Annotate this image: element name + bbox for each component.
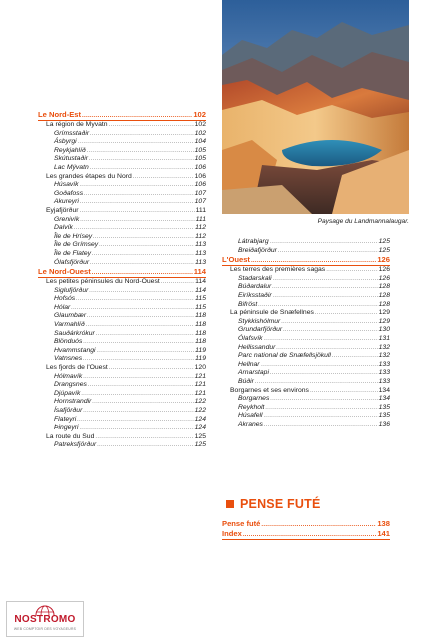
dot-leader — [81, 390, 193, 399]
logo-tagline: WEB COMPTOIR DES VOYAGEURS — [13, 627, 77, 631]
dot-leader — [92, 250, 194, 259]
toc-entry-page: 133 — [378, 377, 390, 385]
toc-entry-label: Le Nord-Est — [38, 110, 82, 119]
toc-entry-label: Île de Grímsey — [54, 241, 99, 249]
toc-entry — [38, 433, 206, 442]
toc-entry — [38, 287, 206, 296]
toc-entry — [38, 155, 206, 164]
toc-entry — [38, 407, 206, 416]
dot-leader — [80, 216, 194, 225]
dot-leader — [87, 312, 194, 321]
toc-entry-label: Drangsnes — [54, 381, 87, 389]
dot-leader — [90, 164, 194, 173]
toc-entry — [38, 181, 206, 190]
toc-entry-label: Akranes — [238, 420, 263, 428]
toc-entry — [38, 241, 206, 250]
toc-entry-label: Reykjahlíð — [54, 146, 86, 154]
toc-entry-page: 106 — [194, 181, 206, 189]
landmannalaugar-image — [222, 0, 409, 214]
toc-entry-label: Látrabjarg — [238, 238, 269, 245]
toc-entry — [38, 147, 206, 156]
toc-entry-page: 106 — [194, 172, 206, 180]
dot-leader — [161, 278, 194, 287]
dot-leader — [96, 330, 194, 339]
square-bullet-icon — [226, 500, 234, 508]
nostromo-logo — [6, 601, 84, 637]
toc-entry — [222, 352, 390, 361]
dot-leader — [264, 421, 378, 430]
dot-leader — [109, 121, 194, 130]
dot-leader — [265, 404, 377, 413]
toc-entry — [38, 224, 206, 233]
toc-entry-label: Ólafsvík — [238, 334, 263, 342]
toc-entry-label: Arnarstapi — [238, 369, 269, 377]
dot-leader — [82, 111, 192, 121]
toc-entry-label: Akureyri — [54, 198, 79, 206]
toc-entry-page: 118 — [195, 321, 206, 329]
dot-leader — [88, 381, 194, 390]
dot-leader — [264, 335, 378, 344]
toc-entry-label: Grenivík — [54, 215, 80, 223]
toc-entry-label: L'Ouest — [222, 255, 250, 265]
toc-entry — [38, 278, 206, 287]
toc-entry-label: Ólafsfjörður — [54, 258, 90, 266]
toc-entry-label: La région de Myvatn — [46, 121, 108, 128]
toc-entry — [38, 398, 206, 407]
toc-entry-label: Hellnar — [238, 360, 260, 368]
toc-entry-page: 120 — [194, 364, 206, 372]
toc-entry-page: 122 — [194, 398, 206, 406]
dot-leader — [278, 247, 378, 256]
toc-entry-page: 133 — [378, 360, 390, 368]
dot-leader — [86, 321, 194, 330]
toc-entry — [222, 318, 390, 327]
toc-entry-label: Borgarnes — [238, 395, 270, 403]
dot-leader — [261, 361, 378, 370]
toc-entry-page: 107 — [194, 189, 206, 197]
toc-entry-label: Flateyri — [54, 415, 77, 423]
toc-entry-page: 125 — [194, 432, 206, 440]
toc-entry — [222, 266, 390, 275]
toc-entry-label: Hólar — [54, 303, 71, 311]
toc-entry-label: Hólmavík — [54, 372, 83, 380]
toc-entry-page: 118 — [195, 329, 206, 337]
toc-entry — [38, 312, 206, 321]
dot-leader — [95, 433, 193, 442]
toc-entry-label: Goðafoss — [54, 189, 84, 197]
toc-entry — [222, 238, 390, 247]
toc-entry-label: Varmahlíð — [54, 321, 85, 329]
toc-entry-label: Hornstrandir — [54, 398, 92, 406]
toc-entry-label: Stadarskali — [238, 274, 272, 282]
toc-entry — [222, 412, 390, 421]
toc-entry — [38, 190, 206, 199]
landscape-photo — [222, 0, 409, 214]
toc-entry-page: 114 — [195, 286, 206, 294]
toc-entry — [38, 381, 206, 390]
toc-entry-page: 105 — [194, 146, 206, 154]
dot-leader — [255, 378, 378, 387]
dot-leader — [80, 198, 194, 207]
dot-leader — [270, 395, 377, 404]
toc-entry-label: Les grandes étapes du Nord — [46, 172, 132, 180]
toc-entry-label: Búðir — [238, 377, 254, 385]
dot-leader — [93, 233, 194, 242]
dot-leader — [258, 301, 377, 310]
dot-leader — [92, 398, 193, 407]
toc-entry-page: 126 — [377, 255, 390, 265]
dot-leader — [77, 416, 193, 425]
toc-entry — [222, 387, 390, 396]
toc-entry-page: 138 — [377, 519, 390, 528]
toc-entry — [38, 121, 206, 130]
toc-entry — [38, 138, 206, 147]
toc-entry-page: 111 — [195, 215, 206, 223]
logo-name: NOSTROMO — [14, 614, 76, 625]
toc-entry-label: Les petites péninsules du Nord-Ouest — [46, 278, 160, 286]
toc-entry-label: Grímsstaðir — [54, 129, 90, 137]
toc-entry — [38, 130, 206, 139]
toc-entry-page: 135 — [378, 412, 390, 420]
toc-entry-label: Ísafjörður — [54, 407, 83, 414]
dot-leader — [97, 441, 193, 450]
toc-entry-page: 132 — [378, 352, 390, 360]
toc-entry-page: 114 — [193, 267, 206, 277]
dot-leader — [80, 424, 194, 433]
toc-entry — [38, 321, 206, 330]
dot-leader — [90, 130, 194, 139]
toc-entry-page: 125 — [378, 238, 390, 245]
toc-entry-page: 106 — [194, 163, 206, 171]
toc-entry — [222, 309, 390, 318]
dot-leader — [83, 338, 194, 347]
toc-entry-label: Glaumbær — [54, 312, 87, 320]
dot-leader — [270, 369, 378, 378]
dot-leader — [97, 347, 195, 356]
toc-entry — [222, 275, 390, 284]
toc-entry-label: Reykholt — [238, 403, 265, 411]
pense-fute-heading-text: PENSE FUTÉ — [240, 497, 321, 511]
toc-entry-label: Patreksfjörður — [54, 441, 97, 449]
dot-leader — [89, 155, 194, 164]
toc-entry-label: Húsafell — [238, 412, 263, 420]
toc-entry-page: 118 — [195, 338, 206, 346]
dot-leader — [80, 207, 195, 216]
toc-entry-page: 129 — [378, 317, 390, 325]
dot-leader — [78, 138, 194, 147]
toc-entry-label: La route du Sud — [46, 432, 95, 440]
toc-entry — [38, 424, 206, 433]
toc-entry — [38, 295, 206, 304]
toc-entry-page: 122 — [194, 407, 206, 414]
photo-credit: © CELIO - FOTOLIA — [394, 280, 400, 330]
toc-entry-label: Siglufjörður — [54, 286, 89, 294]
dot-leader — [83, 355, 194, 364]
toc-entry-label: Sauðárkrókur — [54, 329, 95, 337]
toc-entry-label: Pense futé — [222, 519, 261, 528]
dot-leader — [281, 318, 377, 327]
toc-entry-label: Le Nord-Ouest — [38, 267, 91, 277]
toc-entry-page: 114 — [195, 278, 206, 286]
toc-entry — [222, 404, 390, 413]
dot-leader — [276, 344, 377, 353]
toc-entry-label: Breiðafjörður — [238, 246, 277, 254]
toc-entry-page: 119 — [195, 355, 206, 363]
toc-entry-page: 121 — [194, 381, 206, 389]
toc-entry — [222, 326, 390, 335]
toc-entry-label: Hellissandur — [238, 343, 276, 351]
toc-entry-label: Parc national de Snæfellsjökull — [238, 352, 331, 360]
dot-leader — [83, 407, 193, 416]
toc-entry — [38, 250, 206, 259]
toc-entry-page: 118 — [195, 312, 206, 320]
dot-leader — [270, 238, 378, 247]
dot-leader — [99, 241, 194, 250]
dot-leader — [273, 292, 378, 301]
dot-leader — [326, 266, 377, 275]
toc-entry — [38, 347, 206, 356]
toc-entry — [222, 378, 390, 387]
toc-entry-label: Djúpavík — [54, 389, 81, 397]
toc-entry-label: Les fjords de l'Ouest — [46, 364, 108, 372]
toc-entry-label: Skútustaðir — [54, 155, 89, 163]
dot-leader — [76, 295, 194, 304]
toc-entry-page: 132 — [378, 343, 390, 351]
toc-entry-page: 134 — [378, 395, 390, 403]
toc-entry — [38, 304, 206, 313]
toc-entry-label: Húsavík — [54, 181, 79, 189]
toc-entry — [222, 361, 390, 370]
dot-leader — [74, 224, 194, 233]
toc-entry-label: Bifröst — [238, 300, 258, 308]
toc-entry — [38, 173, 206, 182]
toc-entry-page: 121 — [194, 372, 206, 380]
toc-entry-label: Lac Mývatn — [54, 163, 89, 171]
toc-entry-page: 129 — [378, 309, 390, 317]
toc-section-entry — [222, 519, 390, 529]
toc-entry-label: Hvammstangi — [54, 346, 96, 354]
dot-leader — [243, 530, 376, 540]
photo-caption: Paysage du Landmannalaugar. — [317, 218, 409, 225]
toc-entry — [38, 441, 206, 450]
toc-entry — [38, 259, 206, 268]
toc-section-entry — [38, 110, 206, 121]
toc-entry-page: 128 — [378, 291, 390, 299]
toc-entry — [222, 395, 390, 404]
toc-entry-label: Index — [222, 529, 242, 538]
dot-leader — [80, 181, 194, 190]
toc-entry-page: 135 — [378, 403, 390, 411]
toc-entry-page: 124 — [194, 415, 206, 423]
toc-entry-label: Þingeyri — [54, 424, 79, 432]
toc-entry-label: Ásbyrgi — [54, 138, 77, 146]
toc-entry-page: 125 — [194, 441, 206, 449]
toc-entry-page: 119 — [195, 346, 206, 354]
toc-entry — [222, 247, 390, 256]
toc-entry-page: 107 — [194, 198, 206, 206]
toc-section-entry — [222, 529, 390, 540]
dot-leader — [315, 309, 378, 318]
pense-fute-heading — [226, 497, 321, 511]
toc-entry — [38, 216, 206, 225]
toc-entry — [38, 198, 206, 207]
dot-leader — [332, 352, 378, 361]
toc-entry-page: 126 — [378, 274, 390, 282]
dot-leader — [84, 190, 194, 199]
toc-entry — [222, 335, 390, 344]
dot-leader — [109, 364, 194, 373]
toc-entry-page: 115 — [195, 295, 206, 303]
toc-entry-page: 126 — [378, 266, 390, 274]
dot-leader — [133, 173, 194, 182]
toc-entry-label: Grundarfjörður — [238, 326, 283, 334]
toc-entry-label: Stykkishólmur — [238, 317, 281, 325]
toc-entry-page: 128 — [378, 283, 390, 291]
dot-leader — [83, 373, 193, 382]
toc-entry — [222, 421, 390, 430]
toc-entry-page: 131 — [378, 334, 390, 342]
toc-entry-label: Dalvík — [54, 224, 73, 232]
toc-entry — [38, 390, 206, 399]
toc-entry-label: La péninsule de Snæfellnes — [230, 309, 314, 317]
toc-entry — [222, 283, 390, 292]
toc-entry-page: 111 — [195, 206, 206, 214]
toc-entry-page: 121 — [194, 389, 206, 397]
toc-entry-page: 141 — [377, 529, 390, 538]
toc-entry-page: 112 — [195, 224, 206, 232]
toc-entry-page: 112 — [195, 232, 206, 240]
toc-entry-page: 130 — [378, 326, 390, 334]
toc-entry-label: Île de Flatey — [54, 249, 92, 257]
dot-leader — [89, 287, 194, 296]
toc-entry-page: 113 — [195, 258, 206, 266]
toc-entry — [38, 416, 206, 425]
toc-entry — [38, 164, 206, 173]
toc-left-column — [38, 110, 206, 450]
toc-entry — [38, 355, 206, 364]
toc-entry-label: Búðardalur — [238, 283, 272, 291]
toc-entry-label: Île de Hrísey — [54, 232, 93, 240]
toc-entry-label: Hofsós — [54, 295, 76, 303]
toc-entry-label: Borgarnes et ses environs — [230, 386, 309, 394]
toc-entry — [222, 301, 390, 310]
toc-entry-page: 104 — [194, 138, 206, 146]
dot-leader — [273, 275, 378, 284]
toc-entry-page: 134 — [378, 386, 390, 394]
toc-entry-page: 128 — [378, 300, 390, 308]
pense-fute-list — [222, 519, 390, 540]
toc-entry-label: Eyjafjörður — [46, 206, 79, 214]
toc-entry — [38, 373, 206, 382]
toc-entry — [222, 369, 390, 378]
toc-entry-label: Eiríksstaðir — [238, 291, 272, 299]
toc-entry — [222, 344, 390, 353]
dot-leader — [87, 147, 194, 156]
toc-entry-label: Les terres des premières sagas — [230, 266, 326, 274]
toc-entry — [38, 330, 206, 339]
toc-entry — [222, 292, 390, 301]
toc-entry-page: 102 — [193, 110, 206, 119]
toc-entry-page: 102 — [194, 121, 206, 128]
dot-leader — [264, 412, 378, 421]
toc-entry-page: 133 — [378, 369, 390, 377]
toc-entry-page: 115 — [195, 303, 206, 311]
toc-entry-page: 113 — [195, 249, 206, 257]
dot-leader — [92, 268, 193, 278]
toc-right-column — [222, 238, 390, 429]
toc-entry — [38, 364, 206, 373]
dot-leader — [310, 387, 378, 396]
toc-section-entry — [38, 267, 206, 278]
toc-section-entry — [222, 255, 390, 266]
dot-leader — [272, 283, 377, 292]
toc-entry-label: Blönduós — [54, 338, 83, 346]
toc-entry-page: 136 — [378, 420, 390, 428]
toc-entry — [38, 207, 206, 216]
toc-entry-page: 113 — [195, 241, 206, 249]
toc-entry — [38, 338, 206, 347]
toc-entry-label: Vatnsnes — [54, 355, 83, 363]
dot-leader — [283, 326, 377, 335]
toc-entry-page: 102 — [194, 129, 206, 137]
dot-leader — [251, 256, 376, 266]
toc-entry-page: 105 — [194, 155, 206, 163]
toc-entry-page: 124 — [194, 424, 206, 432]
toc-entry-page: 125 — [378, 246, 390, 254]
dot-leader — [90, 259, 194, 268]
dot-leader — [71, 304, 194, 313]
